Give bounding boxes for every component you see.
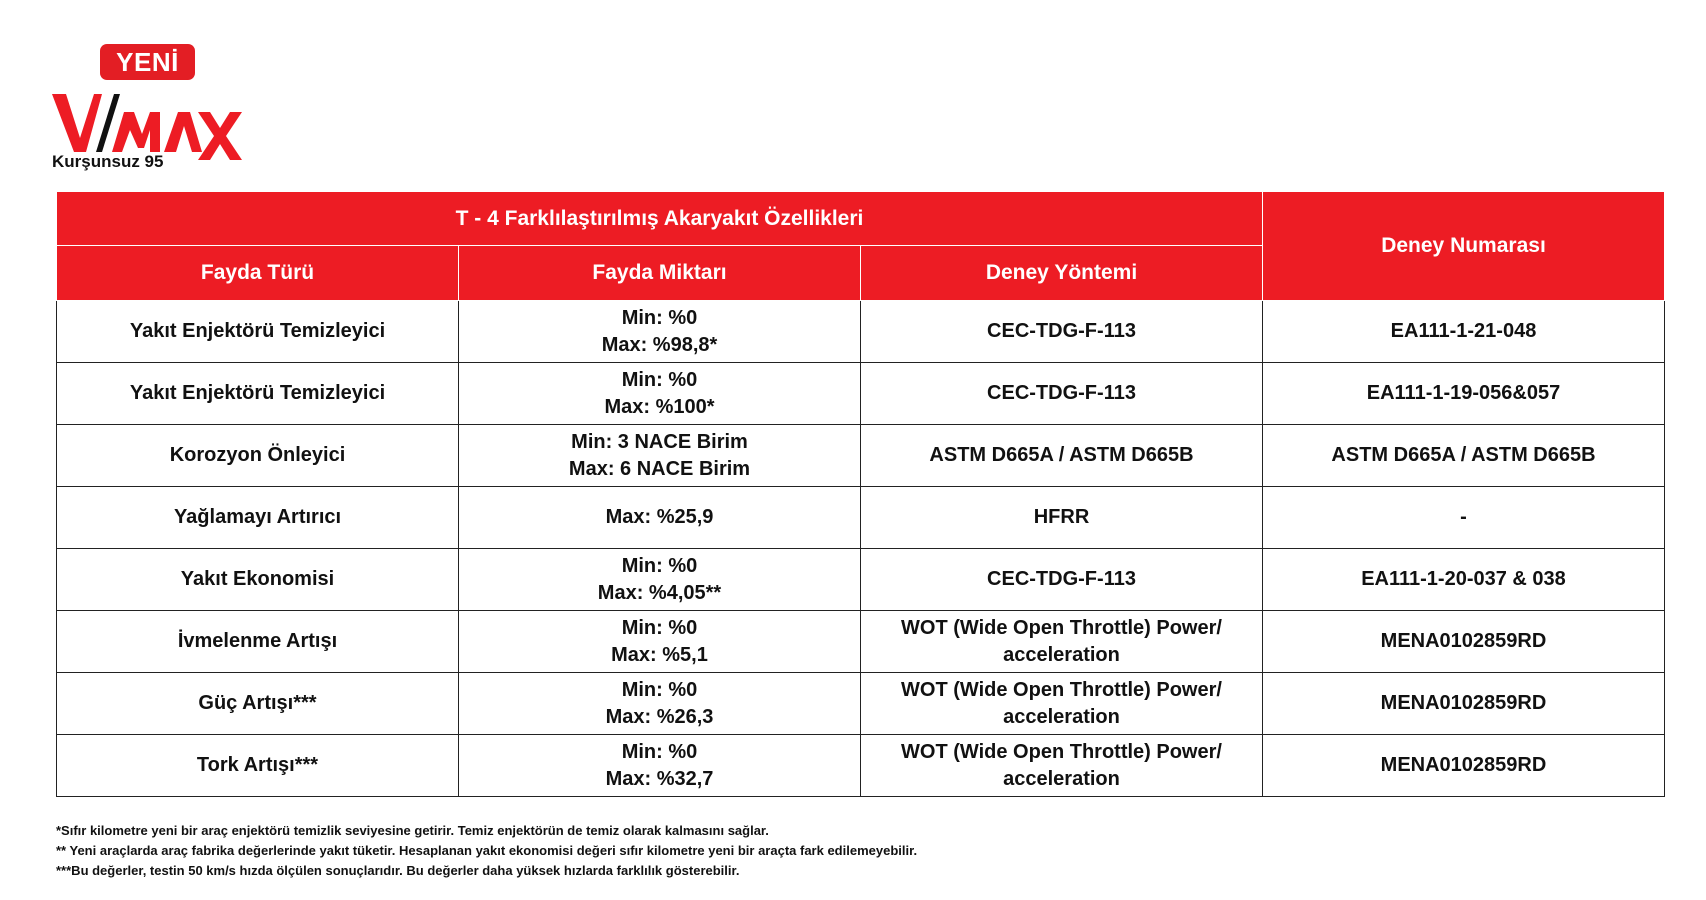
table-super-header: T - 4 Farklılaştırılmış Akaryakıt Özellikleri	[57, 192, 1263, 246]
column-header-test-method: Deney Yöntemi	[861, 246, 1263, 301]
vmax-logo	[52, 44, 252, 179]
benefit-type-cell: Korozyon Önleyici	[57, 425, 459, 487]
test-number-cell: -	[1263, 487, 1665, 549]
test-number-cell: MENA0102859RD	[1263, 611, 1665, 673]
test-number-cell: EA111-1-20-037 & 038	[1263, 549, 1665, 611]
test-method-cell: CEC-TDG-F-113	[861, 549, 1263, 611]
test-number-cell: EA111-1-21-048	[1263, 301, 1665, 363]
benefit-amount-cell: Min: %0 Max: %26,3	[459, 673, 861, 735]
footnotes	[56, 821, 917, 881]
table-row	[57, 735, 1665, 797]
test-number-cell: EA111-1-19-056&057	[1263, 363, 1665, 425]
footnote: ***Bu değerler, testin 50 km/s hızda ölçülen sonuçlarıdır. Bu değerler daha yüksek hızlarda farklılık gösterebilir.	[56, 863, 740, 878]
table-row	[57, 363, 1665, 425]
test-method-cell: WOT (Wide Open Throttle) Power/ acceleration	[861, 611, 1263, 673]
benefit-type-cell: Yağlamayı Artırıcı	[57, 487, 459, 549]
column-header-benefit-type: Fayda Türü	[57, 246, 459, 301]
fuel-specs-table	[56, 191, 1665, 797]
test-method-cell: WOT (Wide Open Throttle) Power/ acceleration	[861, 673, 1263, 735]
table-row	[57, 673, 1665, 735]
test-method-cell: HFRR	[861, 487, 1263, 549]
test-method-cell: WOT (Wide Open Throttle) Power/ acceleration	[861, 735, 1263, 797]
footnote: ** Yeni araçlarda araç fabrika değerlerinde yakıt tüketir. Hesaplanan yakıt ekonomisi değeri sıfır kilometre yeni bir araçta fark edilemeyebilir.	[56, 843, 918, 858]
table-row	[57, 549, 1665, 611]
table-row	[57, 611, 1665, 673]
column-header-test-number: Deney Numarası	[1263, 192, 1665, 301]
benefit-amount-cell: Min: %0 Max: %100*	[459, 363, 861, 425]
benefit-amount-cell: Min: 3 NACE Birim Max: 6 NACE Birim	[459, 425, 861, 487]
logo-subtitle: Kurşunsuz 95	[52, 152, 164, 171]
new-badge: YENİ	[100, 44, 195, 80]
column-header-benefit-amount: Fayda Miktarı	[459, 246, 861, 301]
benefit-type-cell: İvmelenme Artışı	[57, 611, 459, 673]
test-method-cell: ASTM D665A / ASTM D665B	[861, 425, 1263, 487]
benefit-type-cell: Tork Artışı***	[57, 735, 459, 797]
benefit-type-cell: Yakıt Ekonomisi	[57, 549, 459, 611]
table-row	[57, 301, 1665, 363]
test-method-cell: CEC-TDG-F-113	[861, 363, 1263, 425]
benefit-amount-cell: Max: %25,9	[459, 487, 861, 549]
test-number-cell: MENA0102859RD	[1263, 673, 1665, 735]
benefit-type-cell: Yakıt Enjektörü Temizleyici	[57, 301, 459, 363]
test-number-cell: MENA0102859RD	[1263, 735, 1665, 797]
benefit-type-cell: Güç Artışı***	[57, 673, 459, 735]
benefit-amount-cell: Min: %0 Max: %5,1	[459, 611, 861, 673]
benefit-amount-cell: Min: %0 Max: %32,7	[459, 735, 861, 797]
table-row	[57, 487, 1665, 549]
benefit-amount-cell: Min: %0 Max: %4,05**	[459, 549, 861, 611]
footnote: *Sıfır kilometre yeni bir araç enjektörü temizlik seviyesine getirir. Temiz enjektörün de temiz olarak kalmasını sağlar.	[56, 823, 769, 838]
benefit-type-cell: Yakıt Enjektörü Temizleyici	[57, 363, 459, 425]
test-number-cell: ASTM D665A / ASTM D665B	[1263, 425, 1665, 487]
test-method-cell: CEC-TDG-F-113	[861, 301, 1263, 363]
table-row	[57, 425, 1665, 487]
benefit-amount-cell: Min: %0 Max: %98,8*	[459, 301, 861, 363]
